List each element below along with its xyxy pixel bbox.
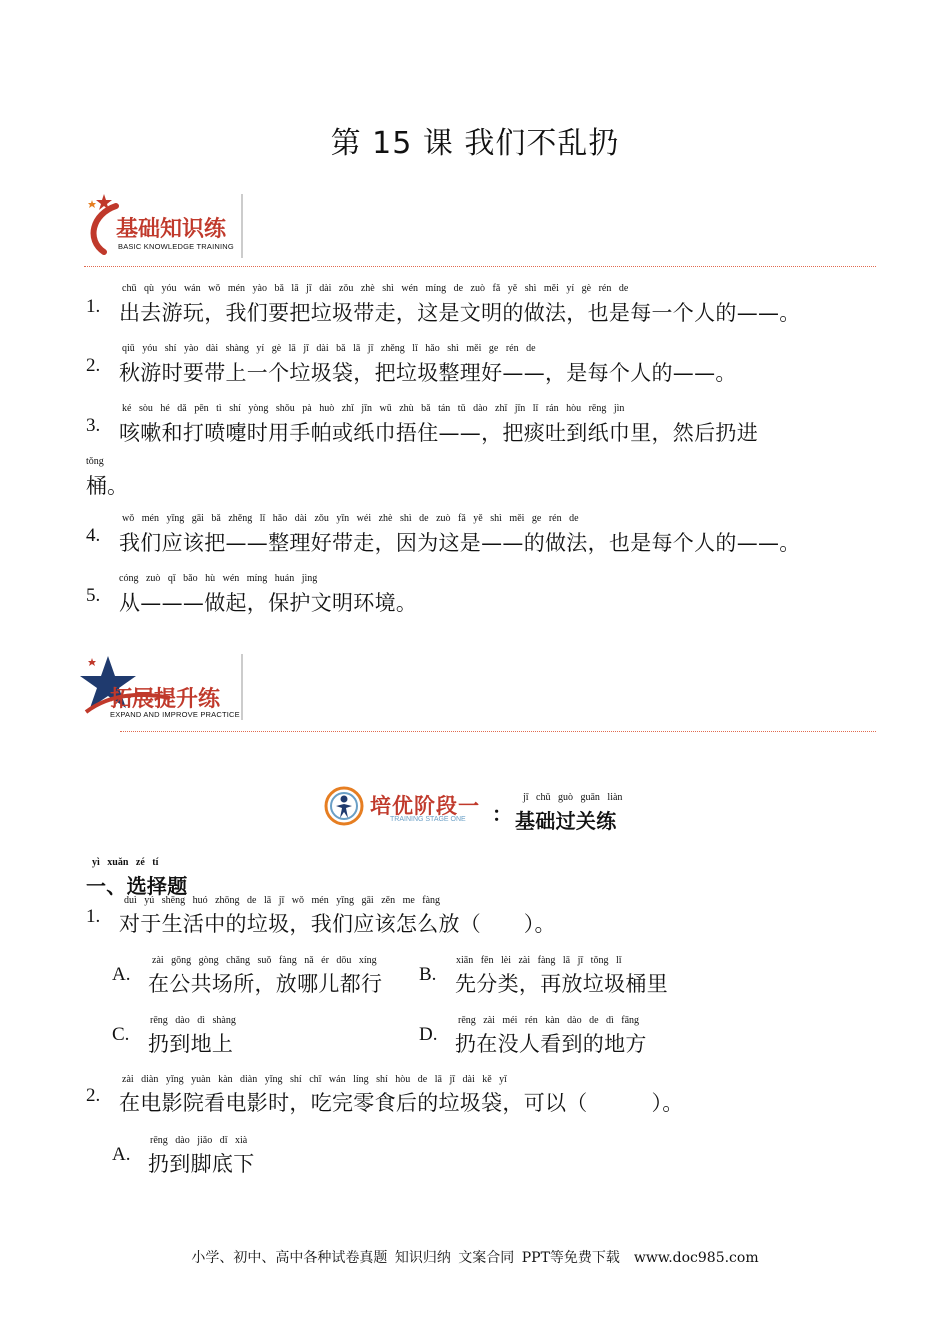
item-text: 秋游时要带上一个垃圾袋，把垃圾整理好——，是每个人的——。 bbox=[119, 361, 737, 385]
stage-subtitle: TRAINING STAGE ONE bbox=[390, 816, 466, 823]
option-label: B. bbox=[419, 964, 437, 985]
option-text: 扔在没人看到的地方 bbox=[455, 1032, 647, 1056]
pinyin: wǒ mén yīng gāi bǎ zhěng lǐ hǎo dài zǒu yīn wéi zhè shì de zuò fǎ yě shì měi ge rén de bbox=[122, 513, 579, 524]
banner-subtitle: EXPAND AND IMPROVE PRACTICE bbox=[110, 710, 240, 719]
pinyin: qiū yóu shí yào dài shàng yí gè lā jī dài bǎ lā jī zhěng lǐ hǎo shì měi ge rén de bbox=[122, 343, 536, 354]
question-text: 对于生活中的垃圾，我们应该怎么放（ ）。 bbox=[119, 912, 556, 936]
pinyin: zài diàn yǐng yuàn kàn diàn yǐng shí chī wán líng shí hòu de lā jī dài kě yǐ bbox=[122, 1074, 507, 1085]
item-number: 4. bbox=[86, 525, 101, 546]
item-text: 从———做起，保护文明环境。 bbox=[119, 591, 418, 615]
pinyin: rēng zài méi rén kàn dào de dì fāng bbox=[458, 1015, 640, 1026]
section-heading: 一、选择题 bbox=[86, 874, 188, 898]
option-label: D. bbox=[419, 1024, 438, 1045]
page-footer: 小学、初中、高中各种试卷真题 知识归纳 文案合同 PPT等免费下载 www.doc985.com bbox=[191, 1250, 759, 1266]
option-text: 先分类，再放垃圾桶里 bbox=[455, 972, 668, 996]
pinyin: jī chǔ guò guān liàn bbox=[523, 792, 623, 803]
item-number: 3. bbox=[86, 415, 101, 436]
stage-subject: 基础过关练 bbox=[515, 809, 617, 833]
question-text: 在电影院看电影时，吃完零食后的垃圾袋，可以（ ）。 bbox=[119, 1091, 684, 1115]
question-number: 2. bbox=[86, 1085, 101, 1106]
item-text: 咳嗽和打喷嚏时用手帕或纸巾捂住——，把痰吐到纸巾里，然后扔进 bbox=[119, 421, 758, 445]
question-number: 1. bbox=[86, 906, 101, 927]
item-number: 2. bbox=[86, 355, 101, 376]
pinyin: cóng zuò qǐ bǎo hù wén míng huán jìng bbox=[119, 573, 318, 584]
expand-improve-banner bbox=[80, 654, 245, 722]
banner-title: 基础知识练 bbox=[116, 217, 227, 242]
pinyin: yì xuǎn zé tí bbox=[92, 857, 159, 868]
pinyin: tǒng bbox=[86, 456, 104, 467]
option-label: A. bbox=[112, 1144, 131, 1165]
stage-colon: ： bbox=[492, 802, 512, 826]
divider bbox=[120, 731, 876, 732]
stage-title: 培优阶段一 bbox=[370, 794, 480, 818]
item-text: 出去游玩，我们要把垃圾带走，这是文明的做法，也是每一个人的——。 bbox=[119, 301, 801, 325]
banner-title: 拓展提升练 bbox=[110, 687, 221, 712]
option-text: 在公共场所，放哪儿都行 bbox=[148, 972, 383, 996]
pinyin: chū qù yóu wán wǒ mén yào bǎ lā jī dài zǒu zhè shì wén míng de zuò fǎ yě shì měi yí gè rén de bbox=[122, 283, 629, 294]
student-icon bbox=[324, 786, 364, 826]
option-label: A. bbox=[112, 964, 131, 985]
item-number: 5. bbox=[86, 585, 101, 606]
divider bbox=[84, 266, 876, 267]
pinyin: zài gōng gòng chǎng suǒ fàng nǎ ér dōu xíng bbox=[152, 955, 377, 966]
pinyin: duì yú shēng huó zhōng de lā jī wǒ mén yīng gāi zěn me fàng bbox=[124, 895, 441, 906]
option-text: 扔到地上 bbox=[148, 1032, 234, 1056]
pinyin: rēng dào dì shàng bbox=[150, 1015, 236, 1026]
basic-knowledge-banner bbox=[82, 192, 247, 262]
page-title: 第 15 课 我们不乱扔 bbox=[330, 126, 620, 161]
pinyin: xiān fēn lèi zài fàng lā jī tǒng lǐ bbox=[456, 955, 622, 966]
item-text-continued: 桶。 bbox=[86, 474, 128, 498]
pinyin: rēng dào jiǎo dǐ xià bbox=[150, 1135, 248, 1146]
banner-subtitle: BASIC KNOWLEDGE TRAINING bbox=[118, 242, 234, 251]
pinyin: ké sòu hé dǎ pēn tì shí yòng shǒu pà huò zhǐ jīn wū zhù bǎ tán tǔ dào zhǐ jīn lǐ rán hòu rēng jìn bbox=[122, 403, 625, 414]
option-text: 扔到脚底下 bbox=[148, 1152, 255, 1176]
item-text: 我们应该把——整理好带走，因为这是——的做法，也是每个人的——。 bbox=[119, 531, 801, 555]
item-number: 1. bbox=[86, 296, 101, 317]
option-label: C. bbox=[112, 1024, 130, 1045]
